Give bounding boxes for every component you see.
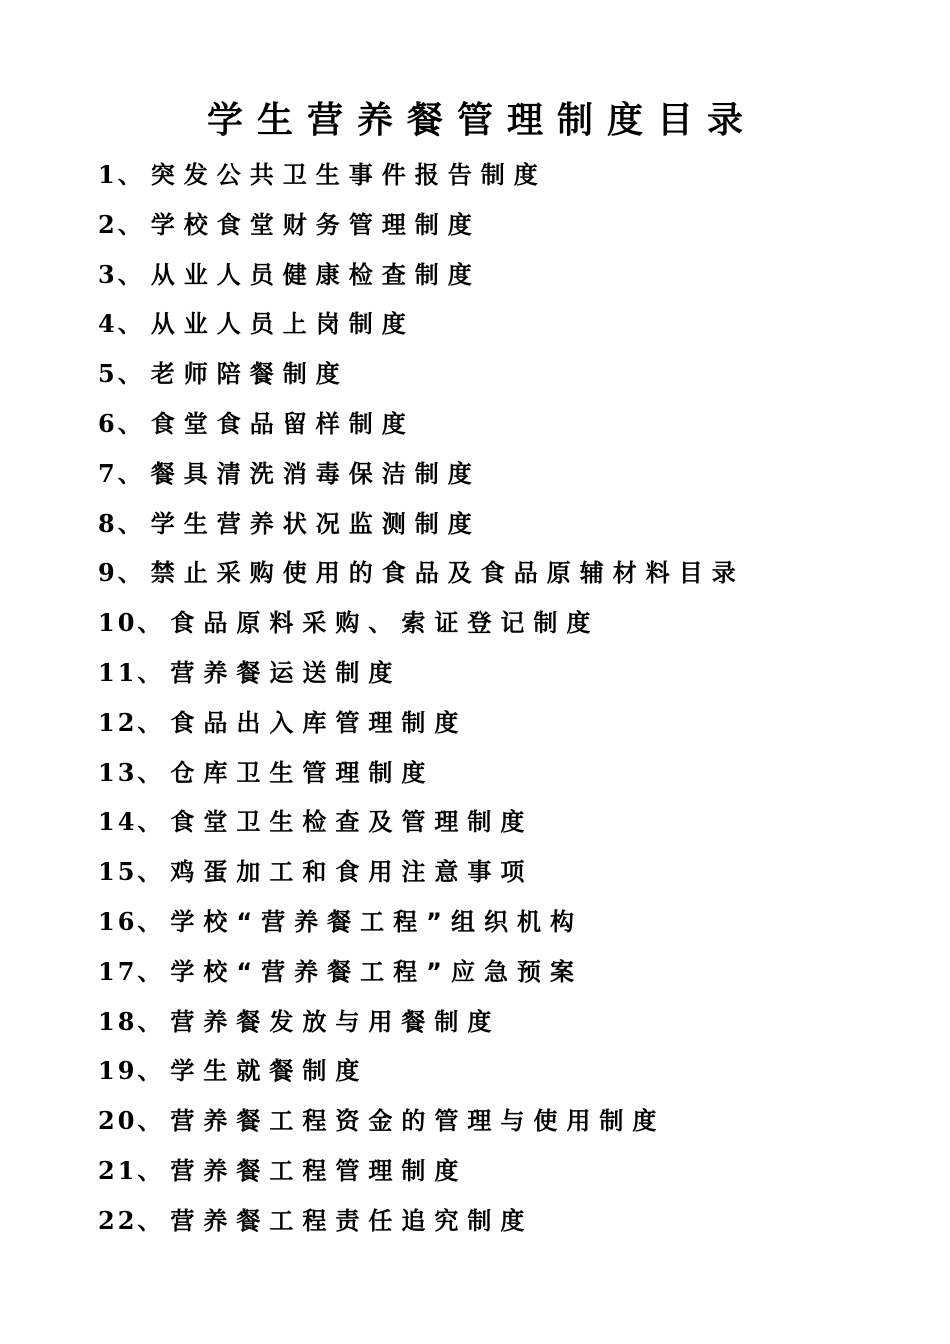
item-separator: 、 (117, 161, 151, 189)
list-item (98, 947, 918, 997)
list-item (98, 250, 918, 300)
item-text: 突发公共卫生事件报告制度 (150, 161, 547, 189)
item-text: 营养餐运送制度 (170, 658, 402, 687)
item-separator: 、 (137, 1057, 171, 1086)
list-item (98, 1046, 918, 1096)
item-separator: 、 (117, 210, 151, 239)
item-separator: 、 (137, 708, 171, 737)
item-separator: 、 (137, 858, 171, 887)
list-item (98, 648, 918, 698)
list-item (98, 1146, 918, 1196)
item-text: 仓库卫生管理制度 (170, 758, 435, 787)
item-text: 鸡蛋加工和食用注意事项 (170, 858, 534, 887)
item-separator: 、 (137, 957, 171, 986)
list-item (98, 997, 918, 1047)
page-title: 学生营养餐管理制度目录 (206, 100, 757, 141)
item-number: 8 (98, 508, 118, 538)
list-item (98, 399, 918, 449)
list-item (98, 150, 918, 200)
list-item (98, 748, 918, 798)
table-of-contents (98, 150, 918, 1246)
item-separator: 、 (137, 907, 171, 936)
item-text: 学生就餐制度 (170, 1057, 369, 1086)
item-separator: 、 (137, 1107, 171, 1136)
item-separator: 、 (117, 260, 151, 289)
item-text: 食品原料采购、索证登记制度 (170, 609, 600, 638)
item-separator: 、 (137, 1206, 171, 1235)
item-number: 18 (98, 1006, 138, 1036)
item-separator: 、 (117, 459, 151, 488)
item-number: 12 (98, 707, 138, 737)
item-separator: 、 (137, 609, 171, 638)
item-number: 11 (98, 657, 138, 687)
item-separator: 、 (137, 808, 171, 837)
item-number: 20 (98, 1106, 138, 1136)
item-text: 学校食堂财务管理制度 (150, 210, 481, 239)
item-separator: 、 (117, 360, 151, 389)
item-separator: 、 (137, 658, 171, 687)
list-item (98, 299, 918, 349)
list-item (98, 797, 918, 847)
list-item (98, 499, 918, 549)
list-item (98, 449, 918, 499)
item-text: 餐具清洗消毒保洁制度 (150, 459, 481, 488)
item-separator: 、 (137, 1156, 171, 1185)
item-separator: 、 (117, 559, 151, 588)
item-text: 营养餐发放与用餐制度 (170, 1007, 501, 1036)
item-separator: 、 (137, 1007, 171, 1036)
item-separator: 、 (137, 758, 171, 787)
item-text: 学生营养状况监测制度 (150, 509, 481, 538)
item-number: 22 (98, 1205, 138, 1235)
list-item (98, 897, 918, 947)
item-number: 4 (98, 309, 118, 339)
item-number: 17 (98, 956, 138, 986)
item-number: 13 (98, 757, 138, 787)
item-text: 营养餐工程资金的管理与使用制度 (170, 1107, 666, 1136)
item-text: 食堂卫生检查及管理制度 (170, 808, 534, 837)
item-number: 2 (98, 209, 118, 239)
item-number: 6 (98, 408, 118, 438)
item-text: 食品出入库管理制度 (170, 708, 468, 737)
item-separator: 、 (117, 409, 151, 438)
item-number: 3 (98, 259, 118, 289)
item-separator: 、 (117, 509, 151, 538)
list-item (98, 200, 918, 250)
item-number: 7 (98, 458, 118, 488)
item-number: 21 (98, 1155, 138, 1185)
item-number: 14 (98, 807, 138, 837)
list-item (98, 598, 918, 648)
item-number: 10 (98, 608, 138, 638)
item-text: 学校“营养餐工程”组织机构 (170, 907, 583, 936)
item-text: 禁止采购使用的食品及食品原辅材料目录 (150, 559, 745, 588)
item-text: 从业人员健康检查制度 (150, 260, 481, 289)
list-item (98, 847, 918, 897)
list-item (98, 698, 918, 748)
item-number: 9 (98, 558, 118, 588)
list-item (98, 548, 918, 598)
item-number: 15 (98, 857, 138, 887)
item-text: 老师陪餐制度 (150, 360, 349, 389)
item-number: 5 (98, 359, 118, 389)
list-item (98, 1096, 918, 1146)
item-text: 营养餐工程管理制度 (170, 1156, 468, 1185)
item-number: 1 (98, 160, 118, 189)
item-text: 从业人员上岗制度 (150, 310, 415, 339)
list-item (98, 349, 918, 399)
list-item (98, 1196, 918, 1246)
item-text: 营养餐工程责任追究制度 (170, 1206, 534, 1235)
item-number: 19 (98, 1056, 138, 1086)
item-text: 学校“营养餐工程”应急预案 (170, 957, 583, 986)
item-text: 食堂食品留样制度 (150, 409, 415, 438)
item-separator: 、 (117, 310, 151, 339)
item-number: 16 (98, 906, 138, 936)
